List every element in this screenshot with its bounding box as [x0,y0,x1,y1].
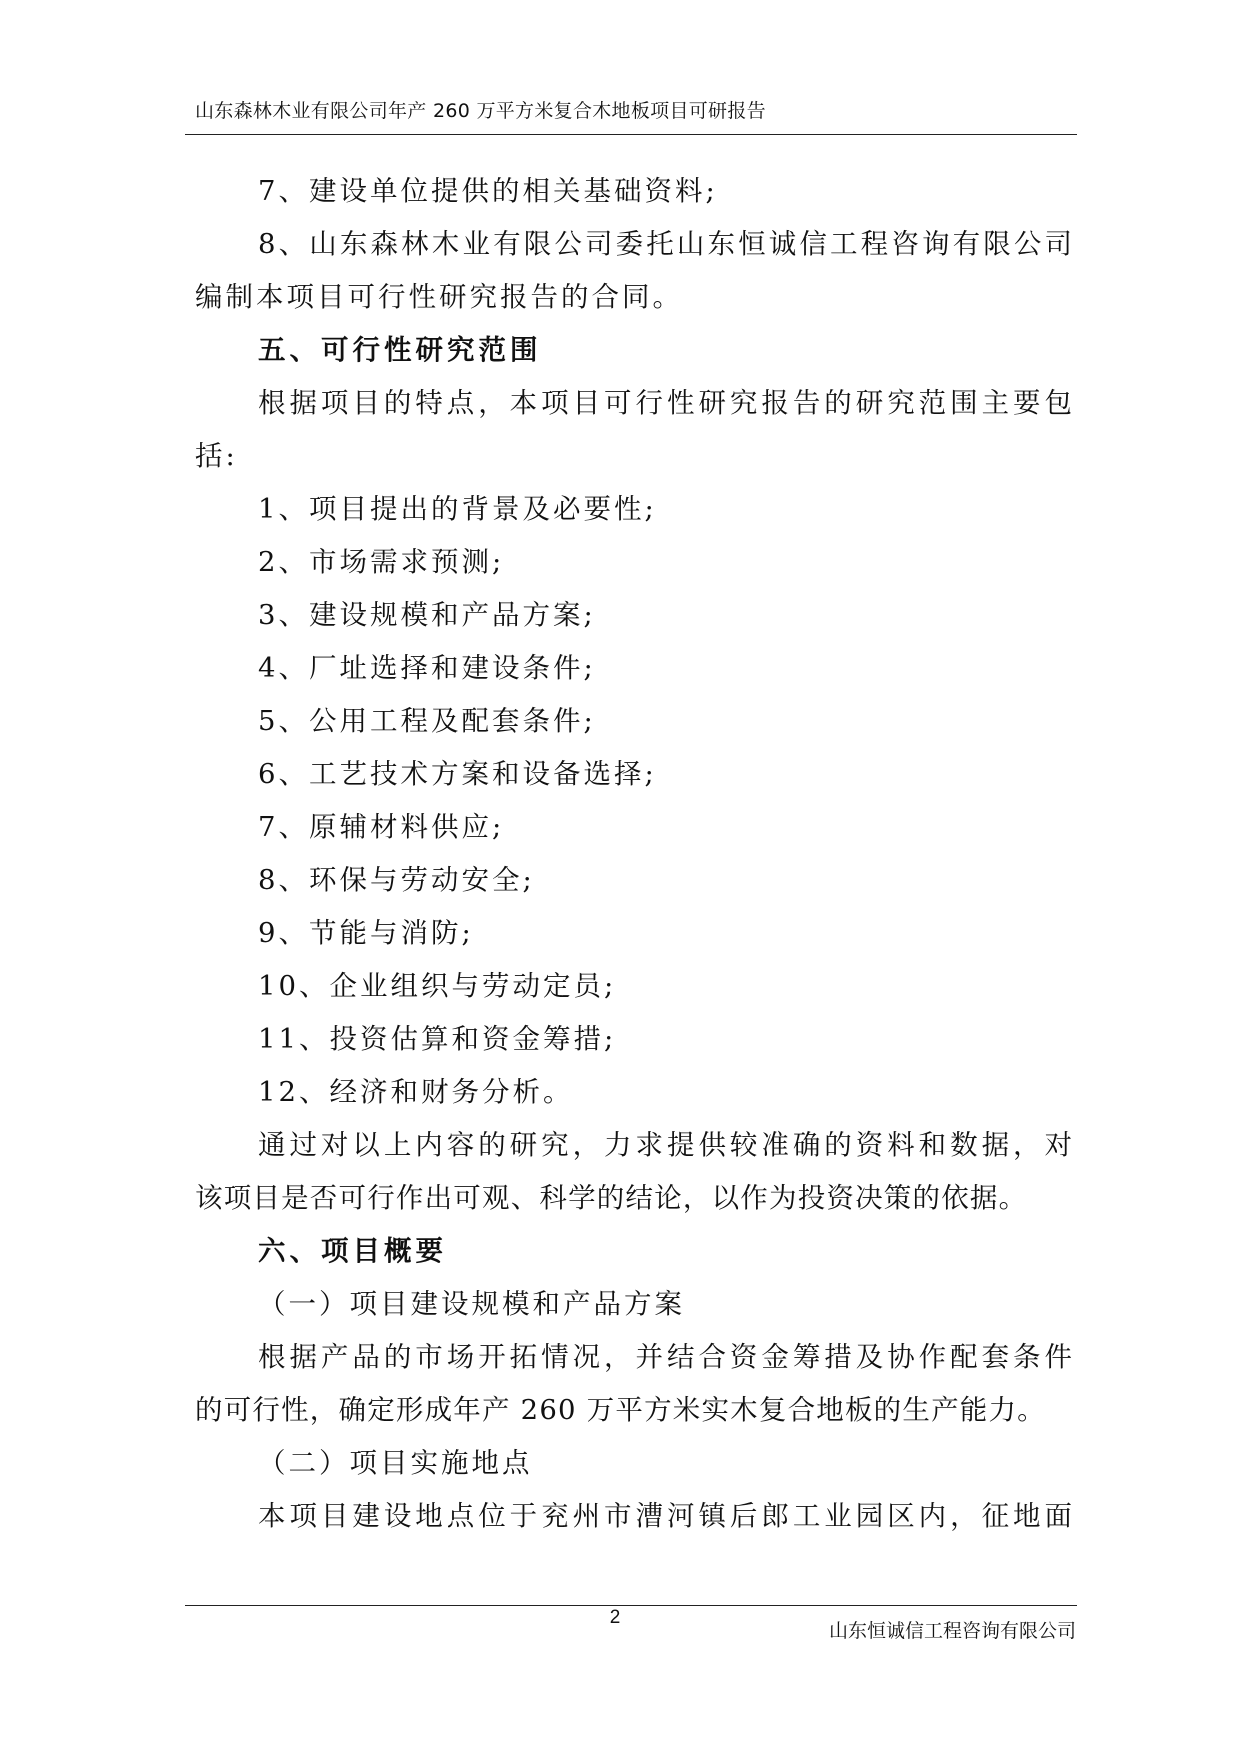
paragraph-scope-intro: 根据项目的特点，本项目可行性研究报告的研究范围主要包 [258,387,1075,419]
reference-item-8-continued: 编制本项目可行性研究报告的合同。 [195,281,683,313]
footer-company-name: 山东恒诚信工程咨询有限公司 [828,1620,1076,1642]
document-body [195,165,1075,1543]
scope-item-3: 3、建设规模和产品方案; [258,599,596,631]
page-number: 2 [609,1607,621,1628]
paragraph-capacity-continued: 的可行性，确定形成年产 260 万平方米实木复合地板的生产能力。 [195,1394,1046,1426]
scope-item-8: 8、环保与劳动安全; [258,864,535,896]
header-divider [185,134,1077,135]
scope-item-1: 1、项目提出的背景及必要性; [258,493,657,525]
footer-divider [185,1605,1077,1606]
paragraph-scope-conclusion: 通过对以上内容的研究，力求提供较准确的资料和数据，对 [258,1129,1075,1161]
paragraph-capacity: 根据产品的市场开拓情况，并结合资金筹措及协作配套条件 [258,1341,1075,1373]
paragraph-location: 本项目建设地点位于兖州市漕河镇后郎工业园区内，征地面 [258,1500,1075,1532]
paragraph-scope-conclusion-continued: 该项目是否可行作出可观、科学的结论，以作为投资决策的依据。 [195,1182,1028,1214]
scope-item-9: 9、节能与消防; [258,917,474,949]
scope-item-4: 4、厂址选择和建设条件; [258,652,596,684]
section-heading-5: 五、可行性研究范围 [258,334,542,366]
scope-item-11: 11、投资估算和资金筹措; [258,1023,617,1055]
scope-item-12: 12、经济和财务分析。 [258,1076,574,1108]
scope-item-5: 5、公用工程及配套条件; [258,705,596,737]
reference-item-8: 8、山东森林木业有限公司委托山东恒诚信工程咨询有限公司 [258,228,1075,260]
subsection-heading-1: （一）项目建设规模和产品方案 [258,1288,685,1320]
section-heading-6: 六、项目概要 [258,1235,447,1267]
reference-item-7: 7、建设单位提供的相关基础资料; [258,175,718,207]
scope-item-2: 2、市场需求预测; [258,546,505,578]
scope-item-10: 10、企业组织与劳动定员; [258,970,617,1002]
page-header-title: 山东森林木业有限公司年产 260 万平方米复合木地板项目可研报告 [195,100,766,122]
scope-item-7: 7、原辅材料供应; [258,811,505,843]
paragraph-scope-intro-continued: 括: [195,440,238,472]
scope-item-6: 6、工艺技术方案和设备选择; [258,758,657,790]
subsection-heading-2: （二）项目实施地点 [258,1447,533,1479]
